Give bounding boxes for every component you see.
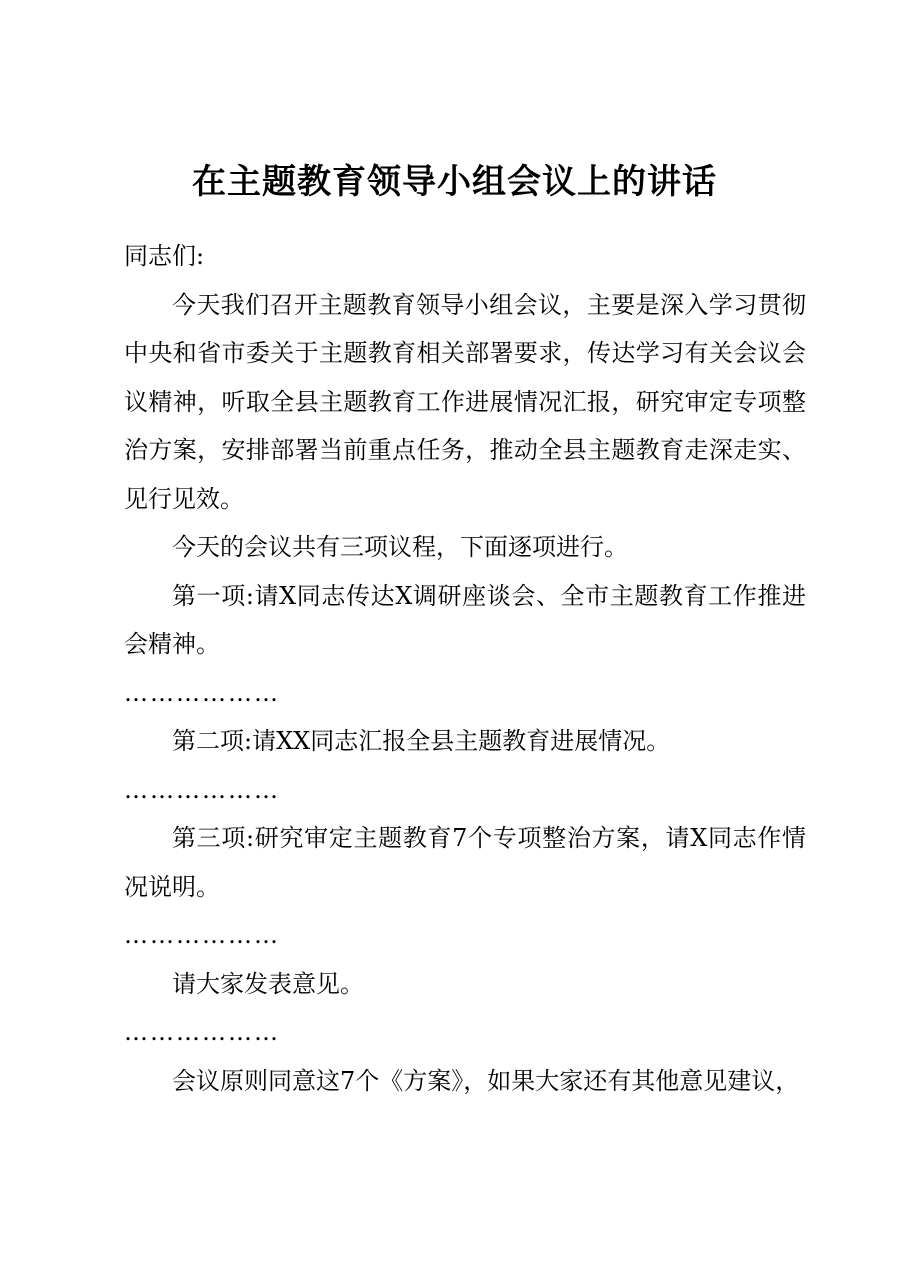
paragraph-item-one: 第一项:请X同志传达X调研座谈会、全市主题教育工作推进会精神。 [124,581,806,658]
salutation: 同志们: [124,242,205,270]
paragraph-agenda: 今天的会议共有三项议程，下面逐项进行。 [172,533,628,561]
paragraph-approval: 会议原则同意这7个《方案》，如果大家还有其他意见建议， [172,1066,800,1095]
paragraph-intro: 今天我们召开主题教育领导小组会议，主要是深入学习贯彻中央和省市委关于主题教育相关部署要求，传达学习有关会议会议精神，听取全县主题教育工作进展情况汇报，研究审定专项整治方案，安排部署当前重点任务，推动全县主题教育走深走实、见行见效。 [124,290,806,513]
paragraph-item-two: 第二项:请XX同志汇报全县主题教育进展情况。 [172,727,671,755]
paragraph-request-opinions: 请大家发表意见。 [172,969,364,998]
ellipsis-line: ……………… [124,775,280,804]
paragraph-item-three: 第三项:研究审定主题教育7个专项整治方案，请X同志作情况说明。 [124,824,806,901]
ellipsis-line: ……………… [124,1018,280,1046]
ellipsis-line: ……………… [124,921,280,949]
document-body [124,232,806,1105]
document-title: 在主题教育领导小组会议上的讲话 [192,162,717,202]
ellipsis-line: ……………… [124,678,280,707]
